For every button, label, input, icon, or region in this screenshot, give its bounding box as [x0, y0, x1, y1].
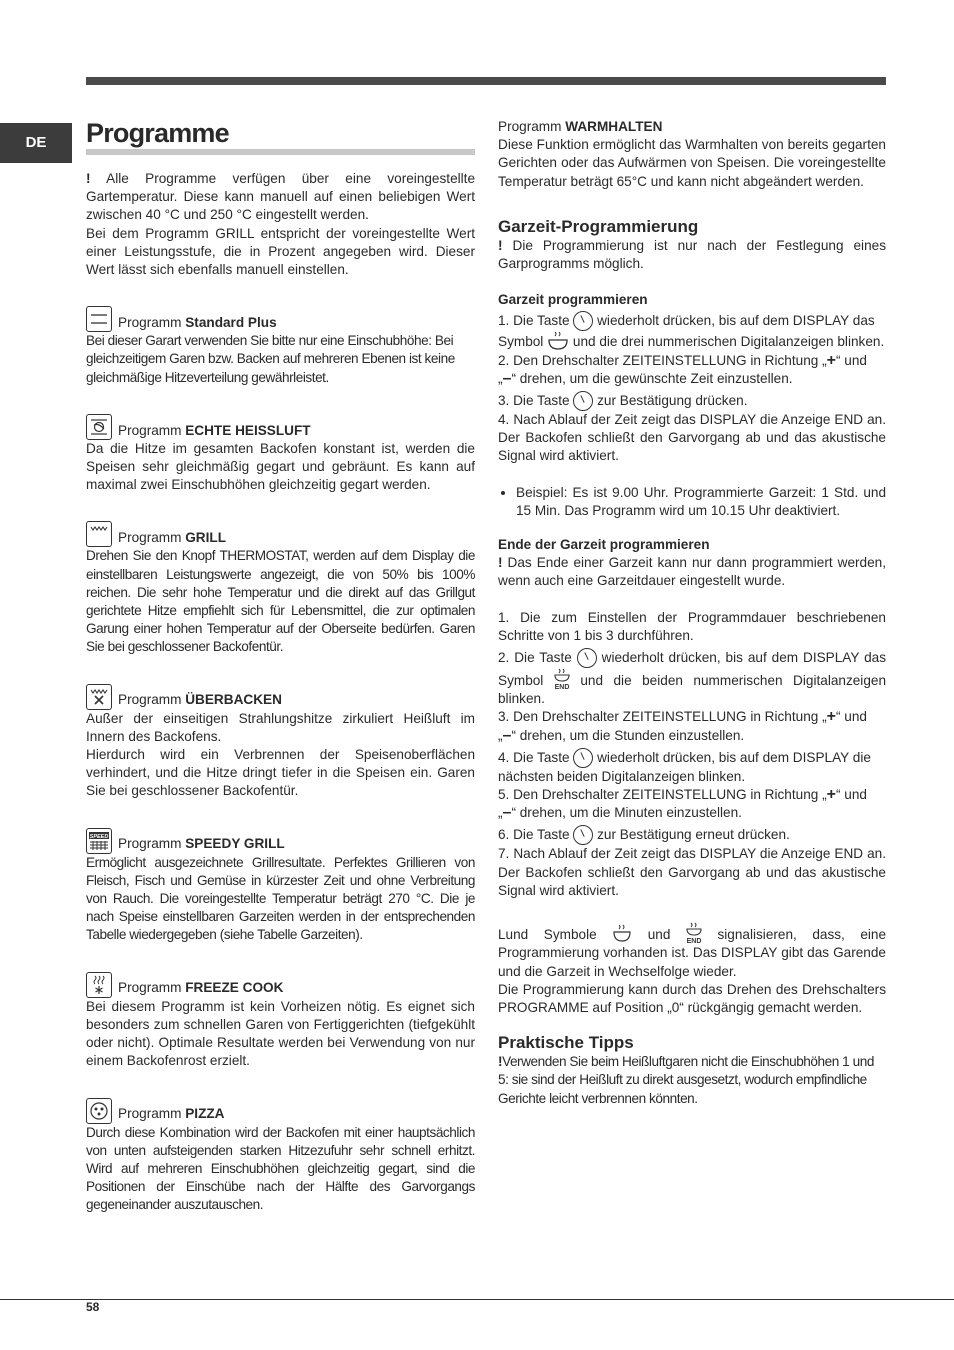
subsection-title-ende-der-garzeit: Ende der Garzeit programmieren	[498, 537, 710, 553]
cancel-note: Die Programmierung kann durch das Drehen des Drehschalters PROGRAMME auf Position „0“ rückgängig gemacht werden.	[498, 981, 886, 1015]
program-text-speedy-grill: Ermöglicht ausgezeichnete Grillresultate. Perfektes Grillieren von Fleisch, Fisch und Gemüse in kürzester Zeit und ohne Verbreitung von Rauch. Die voreingestellte Temperatur beträgt 270 °C. Die je nach Speise einstellbaren Garzeiten werden in der entsprechenden Tabelle wiedergegeben (siehe Tabelle Garzeiten).	[86, 854, 475, 943]
step-2-3: 3. Den Drehschalter ZEITEINSTELLUNG in Richtung „+“ und „–“ drehen, um die Stunden einzustellen.	[498, 708, 867, 744]
program-text-echte-heissluft: Da die Hitze im gesamten Backofen konstant ist, werden die Speisen sehr gleichmäßig gegart und gebräunt. Es kann auf maximal zwei Einschubhöhen gleichzeitig gegart werden.	[86, 440, 475, 493]
program-text-freeze-cook: Bei diesem Programm ist kein Vorheizen nötig. Es eignet sich besonders zum schnellen Garen von Fertiggerichten (tiefgekühlt oder nicht). Optimale Resultate werden bei Verwendung von nur einem Backofenrost erzielt.	[86, 998, 475, 1069]
gratin-icon	[86, 684, 112, 710]
svg-text:SPEED: SPEED	[89, 833, 109, 840]
top-rule	[86, 77, 886, 85]
cooking-pot-icon	[612, 924, 632, 944]
step-2-7: 7. Nach Ablauf der Zeit zeigt das DISPLAY die Anzeige END an. Der Backofen schließt den Garvorgang ab und das akustische Signal wird aktiviert.	[498, 846, 886, 898]
page-title: Programme	[86, 118, 475, 155]
program-heading-speedy-grill: SPEED Programm SPEEDY GRILL	[86, 828, 475, 854]
fan-icon	[86, 414, 112, 440]
program-text-ueberbacken: Außer der einseitigen Strahlungshitze zirkuliert Heißluft im Innern des Backofens. Hierdurch wird ein Verbrennen der Speisenoberflächen verhindert, und die Hitze dringt tiefer in die Speisen ein. Garen Sie bei geschlossener Backofentür.	[86, 710, 475, 799]
warning-mark: !	[86, 171, 91, 186]
grill-icon	[86, 521, 112, 547]
minus-icon: –	[502, 726, 512, 744]
minus-icon: –	[502, 369, 512, 387]
step-1-2: 2. Den Drehschalter ZEITEINSTELLUNG in Richtung „+“ und „–“ drehen, um die gewünschte Zeit einzustellen.	[498, 351, 867, 387]
freeze-cook-icon	[86, 972, 112, 998]
symbols-explanation: Lund Symbole und END signalisieren, dass, eine Programmierung vorhanden ist. Das DISPLAY gibt das Garende und die Garzeit in Wechselfolge wieder.	[498, 922, 886, 981]
cooking-pot-icon	[547, 331, 569, 351]
program-heading-echte-heissluft: Programm ECHTE HEISSLUFT	[86, 414, 475, 440]
plus-icon: +	[826, 786, 836, 804]
end-symbol-icon	[686, 922, 702, 944]
plus-icon: +	[826, 708, 836, 726]
program-heading-ueberbacken: Programm ÜBERBACKEN	[86, 684, 475, 710]
program-heading-freeze-cook: Programm FREEZE COOK	[86, 972, 475, 998]
minus-icon: –	[502, 804, 512, 822]
standard-plus-icon	[86, 306, 112, 332]
timer-knob-icon	[573, 311, 593, 331]
program-name: ÜBERBACKEN	[185, 692, 282, 708]
program-heading-warmhalten: Programm WARMHALTEN	[498, 119, 663, 134]
program-heading-pizza: Programm PIZZA	[86, 1098, 475, 1124]
program-name: GRILL	[185, 530, 227, 546]
timer-knob-icon	[573, 391, 593, 411]
program-name: SPEEDY GRILL	[185, 836, 285, 852]
end-symbol-icon	[554, 668, 570, 690]
timer-knob-icon	[577, 648, 597, 668]
footer-rule	[0, 1299, 954, 1300]
step-1-1: 1. Die Taste wiederholt drücken, bis auf dem DISPLAY das Symbol und die drei nummerischen Digitalanzeigen blinken.	[498, 313, 885, 350]
timer-knob-icon	[573, 825, 593, 845]
example-item: • Beispiel: Es ist 9.00 Uhr. Programmierte Garzeit: 1 Std. und 15 Min. Das Programm wird um 10.15 Uhr deaktiviert.	[516, 484, 886, 520]
subsection-title-garzeit-programmieren: Garzeit programmieren	[498, 292, 648, 308]
section-title-garzeit: Garzeit-Programmierung	[498, 216, 699, 236]
speedy-grill-icon	[86, 828, 112, 854]
program-text-grill: Drehen Sie den Knopf THERMOSTAT, werden auf dem Display die einstellbaren Leistungswerte angezeigt, die von 50% bis 100% reichen. Die sehr hohe Temperatur und die direkt auf das Grillgut gerichtete Hitze empfiehlt sich für Lebensmittel, die zur optimalen Garung einer hohen Temperatur auf der Oberseite bedürfen. Garen Sie bei geschlossener Backofentür.	[86, 548, 475, 655]
step-1-4: 4. Nach Ablauf der Zeit zeigt das DISPLAY die Anzeige END an. Der Backofen schließt den Garvorgang ab und das akustische Signal wird aktiviert.	[498, 412, 886, 464]
language-tab: DE	[0, 123, 72, 163]
program-heading-grill: Programm GRILL	[86, 521, 475, 547]
page-number: 58	[86, 1300, 100, 1314]
timer-knob-icon	[573, 748, 593, 768]
step-2-5: 5. Den Drehschalter ZEITEINSTELLUNG in Richtung „+“ und „–“ drehen, um die Minuten einzustellen.	[498, 786, 867, 822]
step-2-2: 2. Die Taste wiederholt drücken, bis auf dem DISPLAY das Symbol END und die beiden nummerischen Digitalanzeigen blinken.	[498, 650, 887, 707]
program-name: ECHTE HEISSLUFT	[185, 422, 311, 438]
plus-icon: +	[826, 351, 836, 369]
svg-text:END: END	[554, 684, 570, 691]
program-name: FREEZE COOK	[185, 980, 284, 996]
program-text-warmhalten: Diese Funktion ermöglicht das Warmhalten von bereits gegarten Gerichten oder das Aufwärmen von Speisen. Die voreingestellte Temperatur beträgt 65°C und kann nicht abgeändert werden.	[498, 137, 886, 189]
intro-paragraph-2: Bei dem Programm GRILL entspricht der voreingestellte Wert einer Leistungsstufe, die in Prozent angegeben wird. Dieser Wert lässt sich ebenfalls manuell einstellen.	[86, 225, 475, 278]
program-text-standard-plus: Bei dieser Garart verwenden Sie bitte nur eine Einschubhöhe: Bei gleichzeitigem Garen bzw. Backen auf mehreren Ebenen ist keine gleichmäßige Hitzeverteilung gewährleistet.	[86, 333, 455, 385]
tips-text: !Verwenden Sie beim Heißluftgaren nicht die Einschubhöhen 1 und 5: sie sind der Heißluft zu direkt ausgesetzt, wodurch empfindliche Gerichte leicht verbrennen könnten.	[498, 1054, 874, 1106]
program-name: PIZZA	[185, 1106, 225, 1122]
intro-paragraph-1: ! Alle Programme verfügen über eine voreingestellte Gartemperatur. Diese kann manuell auf einen beliebigen Wert zwischen 40 °C und 250 °C eingestellt werden.	[86, 171, 476, 223]
program-name: Standard Plus	[185, 315, 277, 331]
step-2-6: 6. Die Taste zur Bestätigung erneut drücken.	[498, 825, 886, 845]
garzeit-note: ! Die Programmierung ist nur nach der Festlegung eines Garprogramms möglich.	[498, 237, 886, 272]
left-column	[86, 118, 475, 1215]
program-text-pizza: Durch diese Kombination wird der Backofen mit einer hauptsächlich von unten aufsteigenden starken Hitzezufuhr sehr schnell erhitzt. Wird auf mehreren Einschubhöhen gleichzeitig gegart, sind die Positionen der Einschübe nach der Hälfte des Garvorgangs gegeneinander auszutauschen.	[86, 1124, 475, 1213]
step-2-1: 1. Die zum Einstellen der Programmdauer beschriebenen Schritte von 1 bis 3 durchführen.	[498, 609, 886, 643]
step-2-4: 4. Die Taste wiederholt drücken, bis auf dem DISPLAY die nächsten beiden Digitalanzeigen blinken.	[498, 749, 871, 784]
step-1-3: 3. Die Taste zur Bestätigung drücken.	[498, 391, 886, 411]
end-time-note: ! Das Ende einer Garzeit kann nur dann programmiert werden, wenn auch eine Garzeitdauer eingestellt wurde.	[498, 555, 886, 589]
example-list	[498, 484, 886, 520]
section-title-praktische-tipps: Praktische Tipps	[498, 1033, 634, 1053]
svg-text:END: END	[686, 938, 702, 945]
program-heading-standard-plus: Programm Standard Plus	[86, 306, 475, 332]
right-column	[498, 118, 886, 1108]
pizza-icon	[86, 1098, 112, 1124]
